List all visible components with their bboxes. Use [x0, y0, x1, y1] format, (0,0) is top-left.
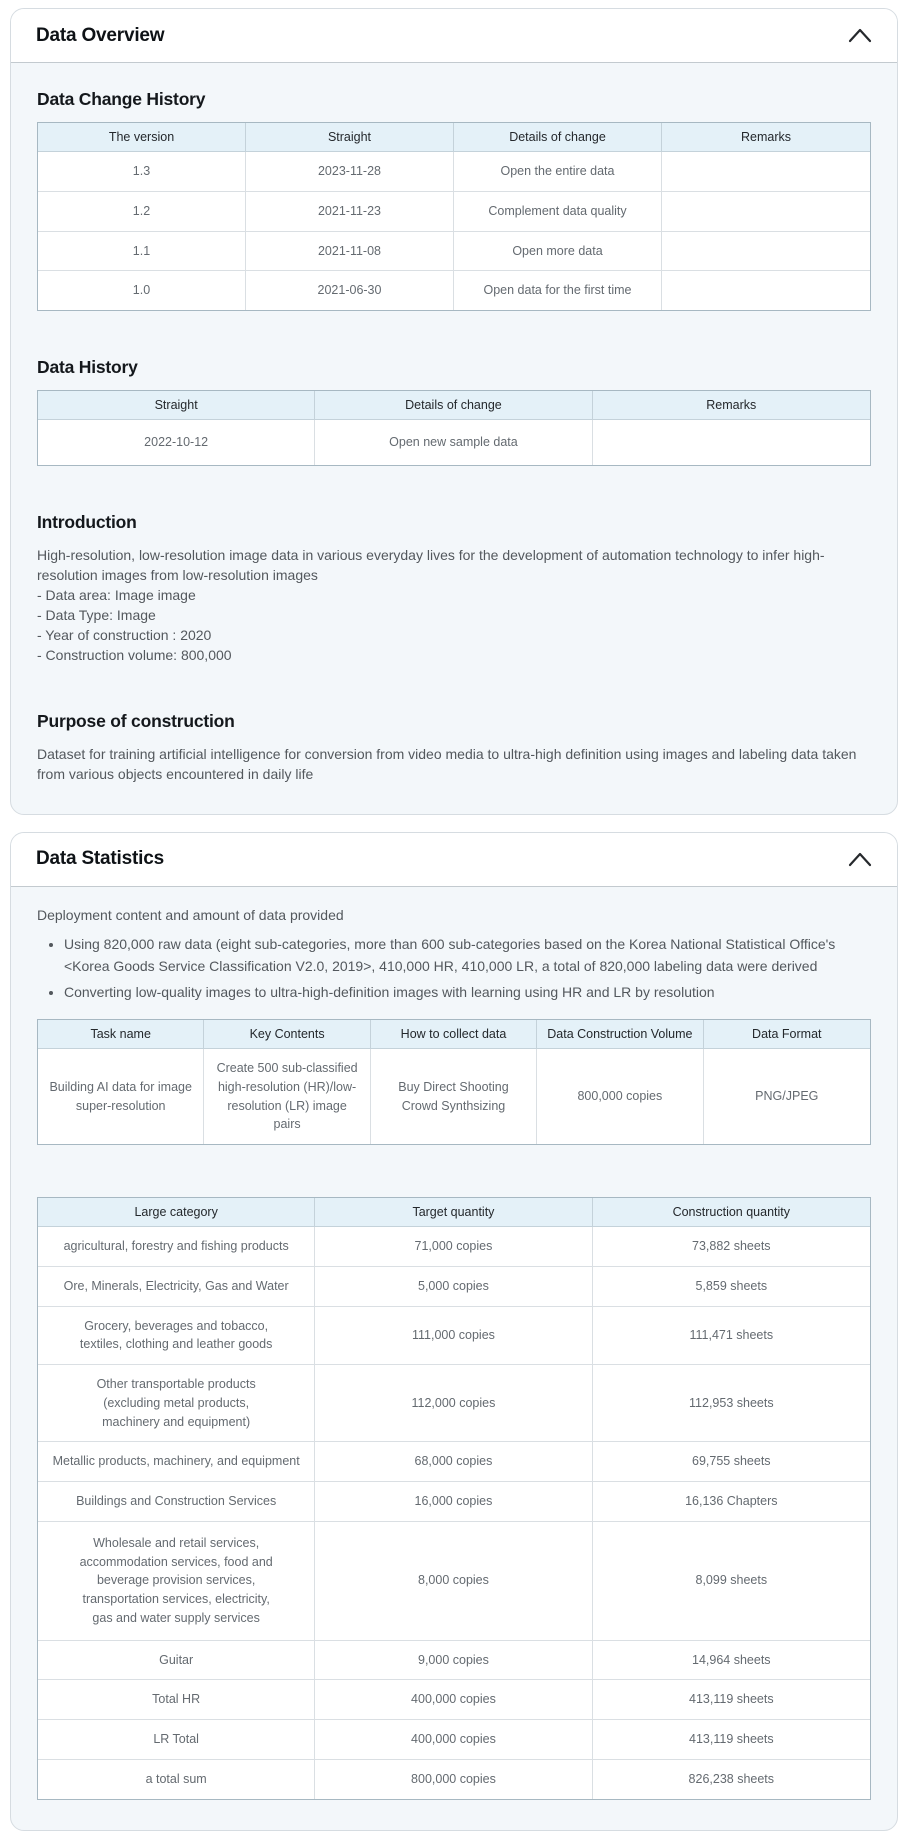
- category-quantity-table: [37, 1197, 871, 1800]
- table-cell: 1.2: [38, 192, 246, 232]
- column-header: Data Format: [704, 1020, 870, 1049]
- table-cell: agricultural, forestry and fishing products: [38, 1227, 315, 1267]
- table-cell: Building AI data for image super-resolution: [38, 1049, 204, 1144]
- table-cell: Metallic products, machinery, and equipment: [38, 1442, 315, 1482]
- introduction-line: - Data area: Image image: [37, 586, 196, 603]
- table-cell: 112,000 copies: [315, 1365, 592, 1442]
- purpose-text: Dataset for training artificial intelligence for conversion from video media to ultra-high definition using images and labeling data taken from various objects encountered in daily life: [37, 745, 857, 782]
- card-title: Data Statistics: [36, 848, 164, 870]
- column-header: The version: [38, 123, 246, 152]
- section-heading-data-history: Data History: [37, 357, 138, 377]
- introduction-text: [37, 545, 871, 665]
- table-row: [38, 1227, 870, 1267]
- table-cell: 111,471 sheets: [593, 1307, 870, 1366]
- column-header: Straight: [38, 391, 315, 420]
- table-cell: 112,953 sheets: [593, 1365, 870, 1442]
- table-row: [38, 1307, 870, 1366]
- table-row: [38, 1641, 870, 1681]
- table-cell: [662, 192, 870, 232]
- table-cell: 2021-06-30: [246, 271, 454, 310]
- table-row: [38, 1522, 870, 1641]
- category-table-wrap: [37, 1197, 871, 1800]
- table-row: [38, 1365, 870, 1442]
- data-change-history-table: [37, 122, 871, 311]
- table-cell: 68,000 copies: [315, 1442, 592, 1482]
- table-cell: Wholesale and retail services, accommodation services, food and beverage provision services, transportation services, electricity, gas and water supply services: [38, 1522, 315, 1641]
- task-table-wrap: [37, 1019, 871, 1145]
- data-overview-card-header[interactable]: [11, 9, 897, 63]
- data-overview-card-body: [11, 63, 897, 814]
- table-cell: Buildings and Construction Services: [38, 1482, 315, 1522]
- column-header: Task name: [38, 1020, 204, 1049]
- table-row: [38, 192, 870, 232]
- table-cell: 1.3: [38, 152, 246, 192]
- table-cell: 800,000 copies: [537, 1049, 703, 1144]
- statistics-subtitle: Deployment content and amount of data provided: [37, 906, 344, 923]
- data-statistics-card: [10, 832, 898, 1831]
- table-cell: 2023-11-28: [246, 152, 454, 192]
- table-cell: PNG/JPEG: [704, 1049, 870, 1144]
- table-cell: 1.0: [38, 271, 246, 310]
- table-cell: [662, 271, 870, 310]
- table-row: [38, 1680, 870, 1720]
- table-row: [38, 1482, 870, 1522]
- table-cell: Guitar: [38, 1641, 315, 1681]
- table-row: [38, 1720, 870, 1760]
- table-row: [38, 1049, 870, 1144]
- table-cell: Open data for the first time: [454, 271, 662, 310]
- introduction-line: High-resolution, low-resolution image data in various everyday lives for the development of automation technology to infer high-resolution images from low-resolution images: [37, 546, 825, 583]
- table-cell: [662, 232, 870, 272]
- task-table: [37, 1019, 871, 1145]
- table-row: [38, 152, 870, 192]
- table-cell: 8,099 sheets: [593, 1522, 870, 1641]
- table-cell: Open new sample data: [315, 420, 592, 465]
- statistics-bullet-list: [37, 933, 871, 1003]
- table-row: [38, 232, 870, 272]
- table-cell: [593, 420, 870, 465]
- table-cell: 400,000 copies: [315, 1720, 592, 1760]
- column-header: Target quantity: [315, 1198, 592, 1227]
- table-cell: [662, 152, 870, 192]
- table-cell: Other transportable products (excluding metal products, machinery and equipment): [38, 1365, 315, 1442]
- introduction-line: - Construction volume: 800,000: [37, 646, 232, 663]
- table-cell: 71,000 copies: [315, 1227, 592, 1267]
- table-cell: 8,000 copies: [315, 1522, 592, 1641]
- column-header: Straight: [246, 123, 454, 152]
- data-statistics-card-body: [11, 887, 897, 1830]
- table-cell: 800,000 copies: [315, 1760, 592, 1799]
- column-header: Data Construction Volume: [537, 1020, 703, 1049]
- introduction-line: - Year of construction : 2020: [37, 626, 212, 643]
- chevron-up-icon[interactable]: [848, 28, 872, 43]
- table-cell: Open the entire data: [454, 152, 662, 192]
- section-heading-data-change-history: Data Change History: [37, 89, 206, 109]
- table-row: [38, 1760, 870, 1799]
- table-cell: 5,000 copies: [315, 1267, 592, 1307]
- table-cell: 5,859 sheets: [593, 1267, 870, 1307]
- column-header: Large category: [38, 1198, 315, 1227]
- section-heading-introduction: Introduction: [37, 511, 137, 532]
- table-cell: 16,000 copies: [315, 1482, 592, 1522]
- table-cell: 16,136 Chapters: [593, 1482, 870, 1522]
- table-cell: 111,000 copies: [315, 1307, 592, 1366]
- table-row: [38, 1267, 870, 1307]
- table-cell: Complement data quality: [454, 192, 662, 232]
- column-header: Details of change: [315, 391, 592, 420]
- card-title: Data Overview: [36, 24, 165, 46]
- data-overview-card: [10, 8, 898, 815]
- table-cell: Buy Direct Shooting Crowd Synthsizing: [371, 1049, 537, 1144]
- table-cell: Total HR: [38, 1680, 315, 1720]
- column-header: Construction quantity: [593, 1198, 870, 1227]
- table-cell: 413,119 sheets: [593, 1680, 870, 1720]
- table-cell: 2021-11-08: [246, 232, 454, 272]
- table-cell: 400,000 copies: [315, 1680, 592, 1720]
- table-cell: 9,000 copies: [315, 1641, 592, 1681]
- column-header: Remarks: [593, 391, 870, 420]
- table-header-row: [38, 391, 870, 420]
- table-header-row: [38, 1198, 870, 1227]
- table-cell: 413,119 sheets: [593, 1720, 870, 1760]
- table-cell: a total sum: [38, 1760, 315, 1799]
- table-cell: Open more data: [454, 232, 662, 272]
- introduction-line: - Data Type: Image: [37, 606, 156, 623]
- data-statistics-card-header[interactable]: [11, 833, 897, 887]
- table-cell: Ore, Minerals, Electricity, Gas and Water: [38, 1267, 315, 1307]
- column-header: Details of change: [454, 123, 662, 152]
- bullet-item: • Converting low-quality images to ultra-high-definition images with learning using HR and LR by resolution: [64, 981, 871, 1003]
- table-row: [38, 271, 870, 310]
- table-row: [38, 1442, 870, 1482]
- section-heading-purpose: Purpose of construction: [37, 710, 235, 731]
- table-cell: 2021-11-23: [246, 192, 454, 232]
- table-cell: Grocery, beverages and tobacco, textiles, clothing and leather goods: [38, 1307, 315, 1366]
- table-cell: 826,238 sheets: [593, 1760, 870, 1799]
- column-header: Remarks: [662, 123, 870, 152]
- bullet-item: • Using 820,000 raw data (eight sub-categories, more than 600 sub-categories based on the Korea National Statistical Office's <Korea Goods Service Classification V2.0, 2019>, 410,000 HR, 410,000 LR, a total of 820,000 labeling data were derived: [64, 933, 871, 978]
- column-header: Key Contents: [204, 1020, 370, 1049]
- table-cell: 73,882 sheets: [593, 1227, 870, 1267]
- table-header-row: [38, 1020, 870, 1049]
- table-header-row: [38, 123, 870, 152]
- table-cell: 2022-10-12: [38, 420, 315, 465]
- data-history-table: [37, 390, 871, 466]
- table-cell: 1.1: [38, 232, 246, 272]
- table-cell: Create 500 sub-classified high-resolution (HR)/low-resolution (LR) image pairs: [204, 1049, 370, 1144]
- table-cell: 69,755 sheets: [593, 1442, 870, 1482]
- table-cell: LR Total: [38, 1720, 315, 1760]
- chevron-up-icon[interactable]: [848, 852, 872, 867]
- table-row: [38, 420, 870, 465]
- table-cell: 14,964 sheets: [593, 1641, 870, 1681]
- column-header: How to collect data: [371, 1020, 537, 1049]
